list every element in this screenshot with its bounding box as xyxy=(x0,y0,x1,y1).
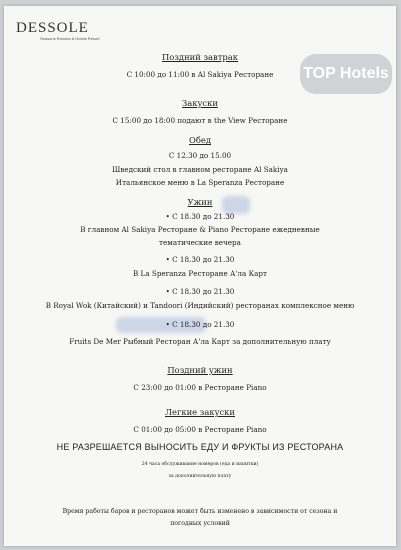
watermark-stamp: TOP Hotels xyxy=(300,54,392,94)
dinner-item-text: В главном Al Sakiya Ресторане & Piano Ресторане ежедневные xyxy=(80,225,320,234)
lunch-line-1: Шведский стол в главном ресторане Al Sakiya xyxy=(112,165,288,174)
light-snacks-title: Легкие закуски xyxy=(165,407,235,417)
lunch-title: Обед xyxy=(188,135,212,145)
lunch-line-2: Итальянское меню в La Speranza Ресторане xyxy=(115,178,285,187)
dinner-item-text: Fruits De Mer Рыбный Ресторан А'ла Карт за дополнительную плату xyxy=(69,337,331,346)
footer-note-2: погодных условий xyxy=(170,520,230,527)
snacks-title: Закуски xyxy=(182,98,218,108)
dinner-item-time: • С 18.30 до 21.30 xyxy=(4,320,396,329)
dinner-item-time: • С 18.30 до 21.30 xyxy=(4,255,396,264)
dinner-item-time: • С 18.30 до 21.30 xyxy=(4,287,396,296)
hotel-logo: DESSOLE xyxy=(16,20,89,36)
late-breakfast-time: С 10:00 до 11:00 в Al Sakiya Ресторане xyxy=(126,70,274,79)
room-service-line-1: 24 часа обслуживание номеров (еда и напитки) xyxy=(141,462,259,467)
dinner-item-time: • С 18.30 до 21.30 xyxy=(4,212,396,221)
light-snacks-time: С 01:00 до 05:00 в Ресторане Piano xyxy=(133,425,267,434)
no-food-warning: НЕ РАЗРЕШАЕТСЯ ВЫНОСИТЬ ЕДУ И ФРУКТЫ ИЗ РЕСТОРАНА xyxy=(56,442,344,452)
footer-note-1: Время работы баров и ресторанов может быть изменено в зависимости от сезона и xyxy=(62,508,338,515)
dinner-item-text: В La Speranza Ресторане А'ла Карт xyxy=(132,269,267,278)
dinner-item-text-2: тематические вечера xyxy=(159,238,241,247)
dinner-title: Ужин xyxy=(187,197,213,207)
lunch-time: С 12.30 до 15.00 xyxy=(168,151,232,160)
snacks-time: С 15:00 до 18:00 подают в the View Ресторане xyxy=(112,116,288,125)
dinner-item-text: В Royal Wok (Китайский) и Tandoori (Индийский) ресторанах комплексное меню xyxy=(45,301,355,310)
room-service-line-2: за дополнительную плату xyxy=(168,474,232,479)
late-breakfast-title: Поздний завтрак xyxy=(162,52,238,62)
hotel-logo-subtitle: Seasons Resorts & Hotels Resort xyxy=(40,36,100,41)
late-dinner-time: С 23:00 до 01:00 в Ресторане Piano xyxy=(133,383,267,392)
late-dinner-title: Поздний ужин xyxy=(167,365,233,375)
menu-document xyxy=(4,6,396,546)
